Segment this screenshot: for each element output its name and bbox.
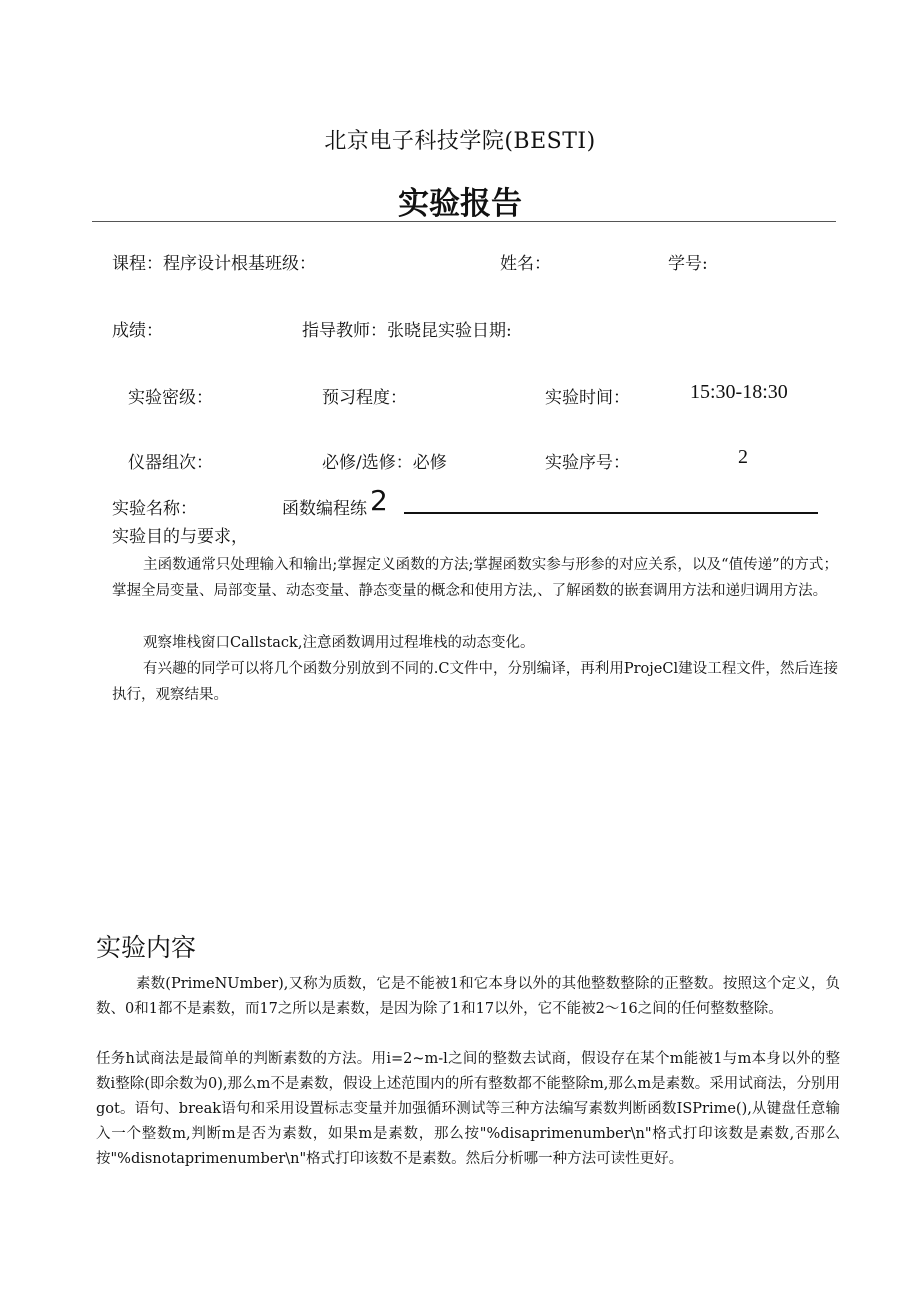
- experiment-sequence-value: 2: [738, 446, 748, 468]
- required-elective-field: 必修/选修：必修: [322, 453, 447, 473]
- purpose-paragraph: 有兴趣的同学可以将几个函数分别放到不同的.C文件中，分别编译，再利用ProjeCl建设工程文件，然后连接执行，观察结果。: [112, 661, 838, 703]
- preview-level-field: 预习程度：: [322, 388, 407, 408]
- experiment-name-value: 函数编程练: [282, 499, 367, 519]
- experiment-time-value: 15:30-18:30: [690, 381, 788, 403]
- institution-name: 北京电子科技学院(BESTI): [324, 129, 596, 154]
- student-name-field: 姓名：: [500, 254, 551, 274]
- experiment-sequence-label: 实验序号：: [545, 453, 630, 473]
- grade-field: 成绩：: [112, 321, 163, 341]
- purpose-paragraph: 观察堆栈窗口Callstack,注意函数调用过程堆栈的动态变化。: [143, 635, 535, 651]
- experiment-name-number: 2: [370, 484, 388, 517]
- experiment-name-underline: [404, 512, 818, 514]
- experiment-name-label: 实验名称：: [112, 499, 197, 519]
- purpose-label: 实验目的与要求，: [112, 527, 248, 547]
- purpose-paragraph: 主函数通常只处理输入和输出;掌握定义函数的方法;掌握函数实参与形参的对应关系，以及“值传递”的方式；掌握全局变量、局部变量、动态变量、静态变量的概念和使用方法,、了解函数的嵌套调用方法和递归调用方法。: [112, 557, 838, 599]
- experiment-time-label: 实验时间：: [545, 388, 630, 408]
- content-paragraph: 任务h试商法是最简单的判断素数的方法。用i=2~m-l之间的整数去试商，假设存在某个m能被1与m本身以外的整数i整除(即余数为0),那么m不是素数，假设上述范围内的所有整数都不能整除m,那么m是素数。采用试商法，分别用got。语句、break语句和采用设置标志变量并加强循环测试等三种方法编写素数判断函数ISPrime(),从键盘任意输入一个整数m,判断m是否为素数，如果m是素数，那么按"%disaprimenumber\n"格式打印该数是素数,否那么按"%disnotaprimenumber\n"格式打印该数不是素数。然后分析哪一种方法可读性更好。: [96, 1051, 840, 1167]
- student-id-field: 学号:: [668, 254, 708, 274]
- content-heading: 实验内容: [96, 933, 197, 962]
- report-title: 实验报告: [398, 186, 522, 222]
- title-divider: [92, 221, 836, 222]
- course-class-field: 课程：程序设计根基班级：: [112, 254, 316, 274]
- secrecy-level-field: 实验密级：: [128, 388, 213, 408]
- content-paragraph: 素数(PrimeNUmber),又称为质数，它是不能被1和它本身以外的其他整数整除的正整数。按照这个定义，负数、0和1都不是素数，而17之所以是素数，是因为除了1和17以外，它不能被2～16之间的任何整数整除。: [96, 976, 840, 1017]
- teacher-date-field: 指导教师：张晓昆实验日期:: [302, 321, 512, 341]
- equipment-group-field: 仪器组次：: [128, 453, 213, 473]
